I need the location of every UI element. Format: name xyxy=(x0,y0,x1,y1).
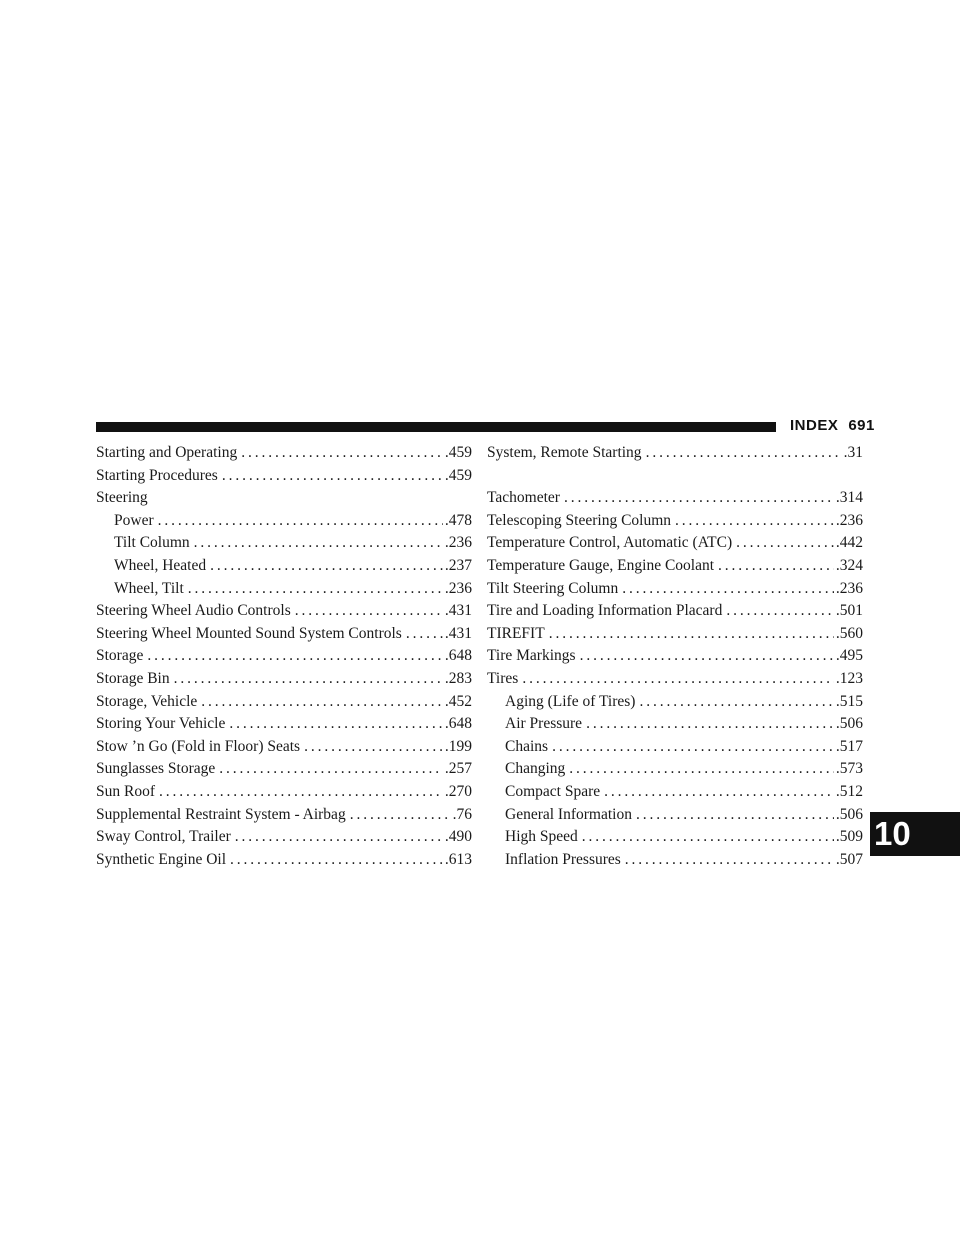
entry-page-number: .123 xyxy=(835,669,863,687)
entry-label: Temperature Control, Automatic (ATC) xyxy=(487,534,733,552)
index-entry xyxy=(487,578,863,601)
entry-page-number: .431 xyxy=(444,602,472,620)
entry-page-number: .507 xyxy=(835,850,863,868)
entry-label: Wheel, Tilt xyxy=(114,579,184,597)
dot-leader xyxy=(549,623,834,646)
index-entry xyxy=(96,668,472,691)
index-subentry xyxy=(487,713,863,736)
entry-label: Tilt Steering Column xyxy=(487,579,619,597)
entry-label: Wheel, Heated xyxy=(114,556,207,574)
dot-leader xyxy=(636,804,834,827)
entry-page-number: .495 xyxy=(835,647,863,665)
entry-label: Aging (Life of Tires) xyxy=(505,692,636,710)
entry-page-number: .236 xyxy=(444,579,472,597)
entry-label: Tire and Loading Information Placard xyxy=(487,602,723,620)
index-entry xyxy=(96,691,472,714)
index-entry xyxy=(96,623,472,646)
dot-leader xyxy=(295,600,443,623)
header-page-number: 691 xyxy=(848,417,875,434)
index-entry xyxy=(487,623,863,646)
index-subentry xyxy=(96,532,472,555)
letter-gap xyxy=(487,465,863,488)
entry-page-number: .506 xyxy=(835,805,863,823)
dot-leader xyxy=(159,781,443,804)
entry-page-number: .509 xyxy=(835,828,863,846)
dot-leader xyxy=(639,691,833,714)
index-entry xyxy=(96,713,472,736)
entry-label: Tachometer xyxy=(487,489,560,507)
index-column-left xyxy=(96,442,472,871)
entry-label: System, Remote Starting xyxy=(487,444,642,461)
entry-label: Telescoping Steering Column xyxy=(487,511,672,529)
entry-label: Storage Bin xyxy=(96,669,170,687)
entry-page-number: .442 xyxy=(835,534,863,552)
dot-leader xyxy=(229,713,443,736)
index-subentry xyxy=(487,804,863,827)
index-entry xyxy=(487,600,863,623)
entry-label: Air Pressure xyxy=(505,715,583,733)
index-subentry xyxy=(487,849,863,872)
entry-page-number: .76 xyxy=(452,805,472,823)
index-subentry xyxy=(487,758,863,781)
entry-label: Tilt Column xyxy=(114,534,190,552)
index-entry xyxy=(487,442,863,465)
dot-leader xyxy=(201,691,443,714)
header-title: INDEX xyxy=(790,417,839,434)
chapter-tab xyxy=(870,812,960,856)
index-entry xyxy=(96,826,472,849)
index-entry xyxy=(487,532,863,555)
entry-page-number: .314 xyxy=(835,489,863,507)
index-entry xyxy=(96,442,472,465)
index-column-right xyxy=(487,442,863,871)
index-entry xyxy=(487,510,863,533)
entry-page-number: .452 xyxy=(444,692,472,710)
index-subentry xyxy=(487,826,863,849)
dot-leader xyxy=(235,826,443,849)
entry-page-number: .270 xyxy=(444,782,472,800)
dot-leader xyxy=(622,578,834,601)
dot-leader xyxy=(580,645,834,668)
dot-leader xyxy=(194,532,443,555)
entry-page-number: .236 xyxy=(835,579,863,597)
entry-label: Storage, Vehicle xyxy=(96,692,198,710)
entry-page-number: .237 xyxy=(444,556,472,574)
dot-leader xyxy=(586,713,834,736)
entry-page-number: .257 xyxy=(444,760,472,778)
entry-label: Tires xyxy=(487,669,519,687)
index-subentry xyxy=(487,691,863,714)
entry-label: Storage xyxy=(96,647,144,665)
entry-label: Storing Your Vehicle xyxy=(96,715,226,733)
dot-leader xyxy=(222,465,443,488)
entry-label: Supplemental Restraint System - Airbag xyxy=(96,805,346,823)
entry-label: High Speed xyxy=(505,828,578,846)
entry-page-number: .31 xyxy=(843,444,863,461)
entry-label: Steering Wheel Audio Controls xyxy=(96,602,291,620)
index-entry xyxy=(487,668,863,691)
index-entry xyxy=(96,465,472,488)
index-subentry xyxy=(96,578,472,601)
index-entry xyxy=(96,645,472,668)
index-entry xyxy=(487,487,863,510)
entry-label: Temperature Gauge, Engine Coolant xyxy=(487,556,715,574)
chapter-tab-number: 10 xyxy=(874,815,911,852)
entry-page-number: .459 xyxy=(444,444,472,461)
entry-label: Stow ’n Go (Fold in Floor) Seats xyxy=(96,737,301,755)
index-entry xyxy=(96,804,472,827)
dot-leader xyxy=(219,758,443,781)
dot-leader xyxy=(174,668,443,691)
entry-label: Sunglasses Storage xyxy=(96,760,216,778)
entry-label: Steering xyxy=(96,489,148,507)
entry-label: Starting Procedures xyxy=(96,466,218,484)
entry-label: Tire Markings xyxy=(487,647,576,665)
dot-leader xyxy=(552,736,834,759)
entry-label: Power xyxy=(114,511,154,529)
entry-label: Steering Wheel Mounted Sound System Controls xyxy=(96,624,402,642)
index-entry xyxy=(96,736,472,759)
entry-page-number: .490 xyxy=(444,828,472,846)
index-entry xyxy=(487,645,863,668)
dot-leader xyxy=(564,487,834,510)
dot-leader xyxy=(736,532,834,555)
entry-label: Chains xyxy=(505,737,549,755)
dot-leader xyxy=(522,668,834,691)
dot-leader xyxy=(582,826,834,849)
running-header xyxy=(790,417,875,434)
entry-page-number: .512 xyxy=(835,782,863,800)
index-subentry xyxy=(487,781,863,804)
header-rule xyxy=(96,422,776,432)
dot-leader xyxy=(718,555,834,578)
entry-page-number: .324 xyxy=(835,556,863,574)
entry-page-number: .560 xyxy=(835,624,863,642)
entry-page-number: .501 xyxy=(835,602,863,620)
index-subentry xyxy=(487,736,863,759)
entry-page-number: .506 xyxy=(835,715,863,733)
entry-label: Sun Roof xyxy=(96,782,155,800)
entry-page-number: .236 xyxy=(444,534,472,552)
dot-leader xyxy=(569,758,834,781)
entry-page-number: .573 xyxy=(835,760,863,778)
entry-page-number: .283 xyxy=(444,669,472,687)
index-entry xyxy=(96,600,472,623)
dot-leader xyxy=(726,600,834,623)
entry-page-number: .517 xyxy=(835,737,863,755)
entry-page-number: .648 xyxy=(444,715,472,733)
entry-label: Synthetic Engine Oil xyxy=(96,850,227,868)
dot-leader xyxy=(241,442,443,465)
entry-page-number: .236 xyxy=(835,511,863,529)
entry-label: Inflation Pressures xyxy=(505,850,621,868)
entry-label: General Information xyxy=(505,805,632,823)
entry-page-number: .199 xyxy=(444,737,472,755)
entry-label: Changing xyxy=(505,760,566,778)
index-entry xyxy=(96,849,472,872)
dot-leader xyxy=(675,510,834,533)
index-entry xyxy=(487,555,863,578)
entry-page-number: .478 xyxy=(444,511,472,529)
dot-leader xyxy=(230,849,443,872)
dot-leader xyxy=(158,510,443,533)
dot-leader xyxy=(604,781,834,804)
entry-page-number: .515 xyxy=(835,692,863,710)
dot-leader xyxy=(188,578,443,601)
entry-page-number: .459 xyxy=(444,466,472,484)
entry-label: TIREFIT xyxy=(487,624,545,642)
dot-leader xyxy=(625,849,834,872)
entry-label: Compact Spare xyxy=(505,782,601,800)
index-entry xyxy=(96,487,472,510)
dot-leader xyxy=(147,645,443,668)
entry-label: Starting and Operating xyxy=(96,444,238,461)
dot-leader xyxy=(304,736,443,759)
dot-leader xyxy=(646,442,842,465)
entry-page-number: .431 xyxy=(444,624,472,642)
dot-leader xyxy=(350,804,451,827)
index-subentry xyxy=(96,510,472,533)
entry-page-number: .648 xyxy=(444,647,472,665)
index-subentry xyxy=(96,555,472,578)
index-entry xyxy=(96,781,472,804)
index-entry xyxy=(96,758,472,781)
dot-leader xyxy=(406,623,443,646)
entry-label: Sway Control, Trailer xyxy=(96,828,231,846)
entry-page-number: .613 xyxy=(444,850,472,868)
dot-leader xyxy=(210,555,443,578)
